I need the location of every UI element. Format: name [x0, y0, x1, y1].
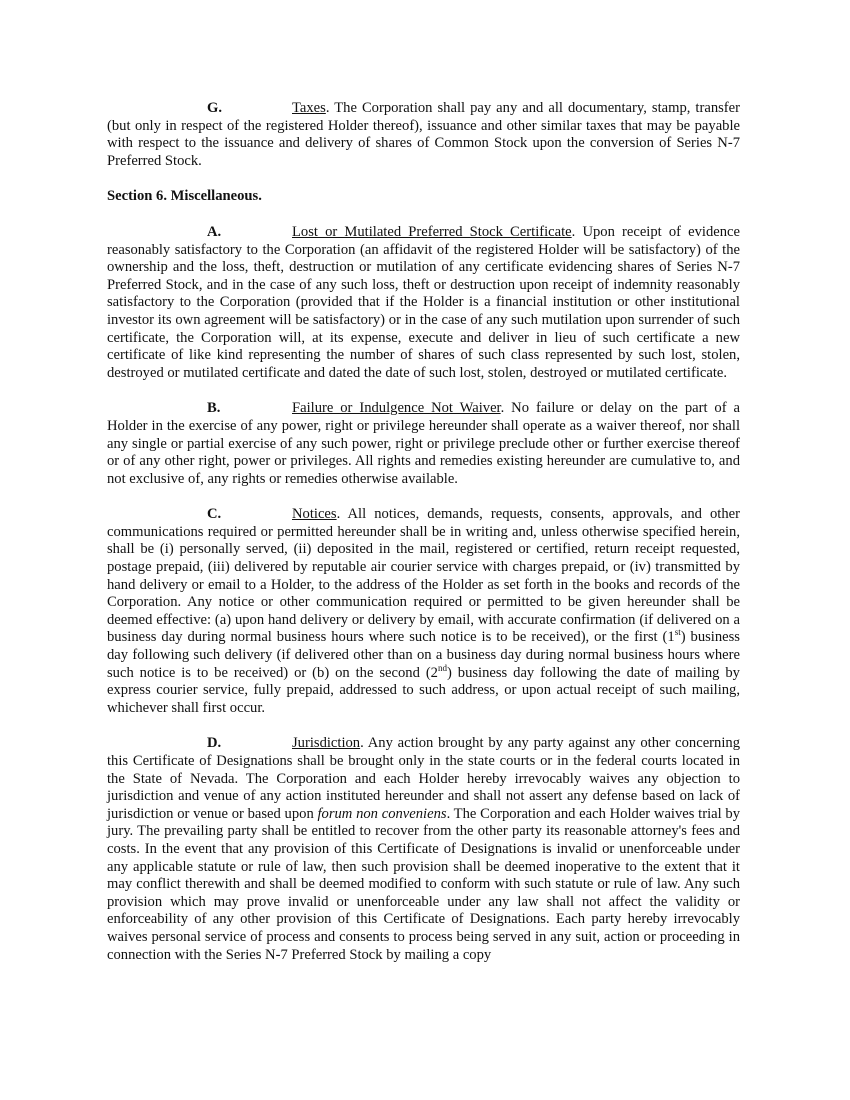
paragraph-heading: Notices: [292, 506, 337, 523]
paragraph-b-failure-not-waiver: [107, 400, 740, 488]
paragraph-letter: B.: [207, 400, 221, 417]
paragraph-text: . All notices, demands, requests, consents, approvals, and other communications required or permitted hereunder shall be in writing and, unless otherwise specified herein, shall be (i) personally served, (ii) deposited in the mail, registered or certified, return receipt requested, postage prepaid, (iii) delivered by reputable air courier service with charges prepaid, or (iv) transmitted by hand delivery or email to a Holder, to the address of the Holder as set forth in the books and records of the Corporation. Any notice or other communication required or permitted to be given hereunder shall be deemed effective: (a) upon hand delivery or delivery by email, with accurate confirmation (if delivered on a business day during normal business hours where such notice is to be received), or the first (1: [107, 506, 740, 646]
paragraph-text: . The Corporation shall pay any and all documentary, stamp, transfer (but only in respect of the registered Holder thereof), issuance and other similar taxes that may be payable with respect to the issuance and delivery of shares of Common Stock upon the conversion of Series N-7 Preferred Stock.: [107, 100, 740, 169]
paragraph-letter: G.: [207, 100, 222, 116]
paragraph-heading: Failure or Indulgence Not Waiver: [292, 400, 501, 417]
paragraph-letter: D.: [207, 735, 222, 752]
paragraph-text: . The Corporation and each Holder waives trial by jury. The prevailing party shall be entitled to recover from the other party its reasonable attorney's fees and costs. In the event that any provision of this Certificate of Designations is invalid or unenforceable under any applicable statute or rule of law, then such provision shall be deemed inoperative to the extent that it may conflict therewith and shall be deemed modified to conform with such statute or rule of law. Any such provision which may prove invalid or unenforceable under any law shall not affect the validity or enforceability of any other provision of this Certificate of Designations. Each party hereby irrevocably waives personal service of process and consents to process being served in any suit, action or proceeding in connection with the Series N-7 Preferred Stock by mailing a copy: [107, 805, 741, 963]
document-page: [107, 100, 740, 964]
paragraph-heading: Lost or Mutilated Preferred Stock Certificate: [292, 223, 572, 240]
paragraph-text: . No failure or delay on the part of a Holder in the exercise of any power, right or privilege hereunder shall operate as a waiver thereof, nor shall any single or partial exercise of any such power, right or privilege preclude other or further exercise thereof or of any other right, power or privileges. All rights and remedies existing hereunder are cumulative to, and not exclusive of, any rights or remedies otherwise available.: [107, 400, 740, 487]
paragraph-a-lost-certificate: [107, 224, 740, 382]
spacer: [107, 206, 740, 224]
italic-term: forum non conveniens: [317, 805, 447, 822]
paragraph-text: . Upon receipt of evidence reasonably satisfactory to the Corporation (an affidavit of the registered Holder will be satisfactory) of the ownership and the loss, theft, destruction or mutilation of any certificate evidencing shares of Series N-7 Preferred Stock, and in the case of any such loss, theft or destruction upon receipt of indemnity reasonably satisfactory to the Corporation (provided that if the Holder is a financial institution or other institutional investor its own agreement will be satisfactory) or in the case of any such mutilation upon surrender of such certificate, the Corporation will, at its expense, execute and deliver in lieu of such certificate a new certificate of like kind representing the number of shares of such class represented by such lost, stolen, destroyed or mutilated certificate and dated the date of such lost, stolen, destroyed or mutilated certificate.: [107, 223, 740, 381]
paragraph-letter: A.: [207, 223, 222, 240]
section-title: Section 6. Miscellaneous.: [107, 188, 262, 205]
spacer: [107, 488, 740, 506]
superscript: st: [674, 627, 681, 638]
spacer: [107, 382, 740, 400]
paragraph-heading: Jurisdiction: [292, 735, 361, 752]
paragraph-text: ) business day following the date of mailing by express courier service, fully prepaid, addressed to such address, or upon actual receipt of such mailing, whichever shall first occur.: [107, 664, 740, 716]
paragraph-heading: Taxes: [292, 100, 326, 116]
paragraph-letter: C.: [207, 506, 222, 523]
superscript: nd: [437, 662, 447, 673]
paragraph-c-notices: [107, 506, 740, 717]
paragraph-g-taxes: [107, 100, 740, 170]
paragraph-d-jurisdiction: [107, 735, 740, 964]
paragraph-text: . Any action brought by any party against any other concerning this Certificate of Designations shall be brought only in the state courts or in the federal courts located in the State of Nevada. The Corporation and each Holder hereby irrevocably waives any objection to jurisdiction and venue of any action instituted hereunder and shall not assert any defense based on lack of jurisdiction or venue or based upon: [107, 735, 740, 822]
spacer: [107, 170, 740, 188]
spacer: [107, 717, 740, 735]
paragraph-text: ) business day following such delivery (if delivered other than on a business day during normal business hours where such notice is to be received) or (b) on the second (2: [107, 629, 740, 681]
